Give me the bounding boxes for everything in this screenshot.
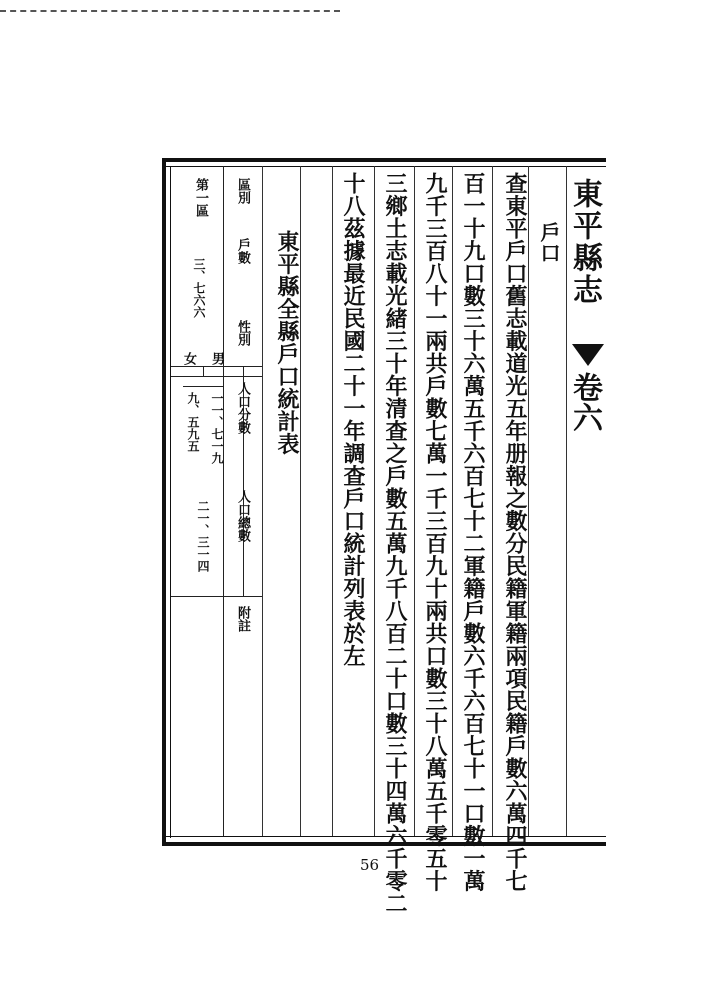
- paragraph-column: 九千三百八十一兩共戶數七萬一千三百九十兩共口數三十八萬五千零五十: [422, 172, 448, 892]
- table-rule: [171, 596, 262, 597]
- header-male: 男: [209, 352, 224, 365]
- table-rule: [171, 376, 262, 377]
- cell-female: 九、五九五: [186, 392, 200, 452]
- column-rule: [374, 166, 375, 836]
- cell-total: 二一、三一四: [196, 500, 210, 572]
- frame-top-border: [162, 158, 606, 162]
- header-pop-total: 人口總數: [235, 490, 250, 542]
- paragraph-column: 三鄉土志載光緒三十年清查之戶數五萬九千八百二十口數三十四萬六千零二: [382, 172, 408, 915]
- header-households: 戶數: [235, 238, 250, 264]
- header-district: 區別: [235, 178, 250, 204]
- header-gender: 性別: [235, 320, 250, 346]
- column-rule: [492, 166, 493, 836]
- column-rule: [414, 166, 415, 836]
- section-heading: 戶口: [537, 222, 561, 263]
- cell-district: 第一區: [193, 178, 208, 217]
- page-number: 56: [360, 856, 380, 874]
- running-head-volume: 卷六: [567, 372, 602, 432]
- column-rule: [452, 166, 453, 836]
- table-rule: [183, 386, 223, 387]
- header-notes: 附註: [235, 606, 250, 632]
- table-rule: [223, 166, 224, 836]
- paragraph-column: 查東平戶口舊志載道光五年册報之數分民籍軍籍兩項民籍戶數六萬四千七: [502, 172, 528, 892]
- cell-households: 三、七六六: [192, 258, 206, 318]
- header-pop-by-gender: 人口分數: [235, 382, 250, 434]
- scan-edge-dashes: [0, 10, 340, 12]
- column-rule: [262, 166, 263, 836]
- fishtail-mark: [572, 344, 604, 366]
- population-table: [171, 166, 262, 836]
- cell-male: 一一、七一九: [210, 392, 224, 464]
- paragraph-column: 百一十九口數三十六萬五千六百七十二軍籍戶數六千六百七十一口數一萬: [460, 172, 486, 892]
- column-rule: [332, 166, 333, 836]
- frame-left-border: [162, 158, 166, 846]
- paragraph-column: 十八茲據最近民國二十一年調查戶口統計列表於左: [340, 172, 366, 667]
- header-female: 女: [181, 352, 196, 365]
- table-title: 東平縣全縣戶口統計表: [274, 230, 300, 455]
- running-head-title: 東平縣志: [567, 178, 602, 306]
- table-rule: [203, 366, 204, 376]
- table-rule: [171, 366, 262, 367]
